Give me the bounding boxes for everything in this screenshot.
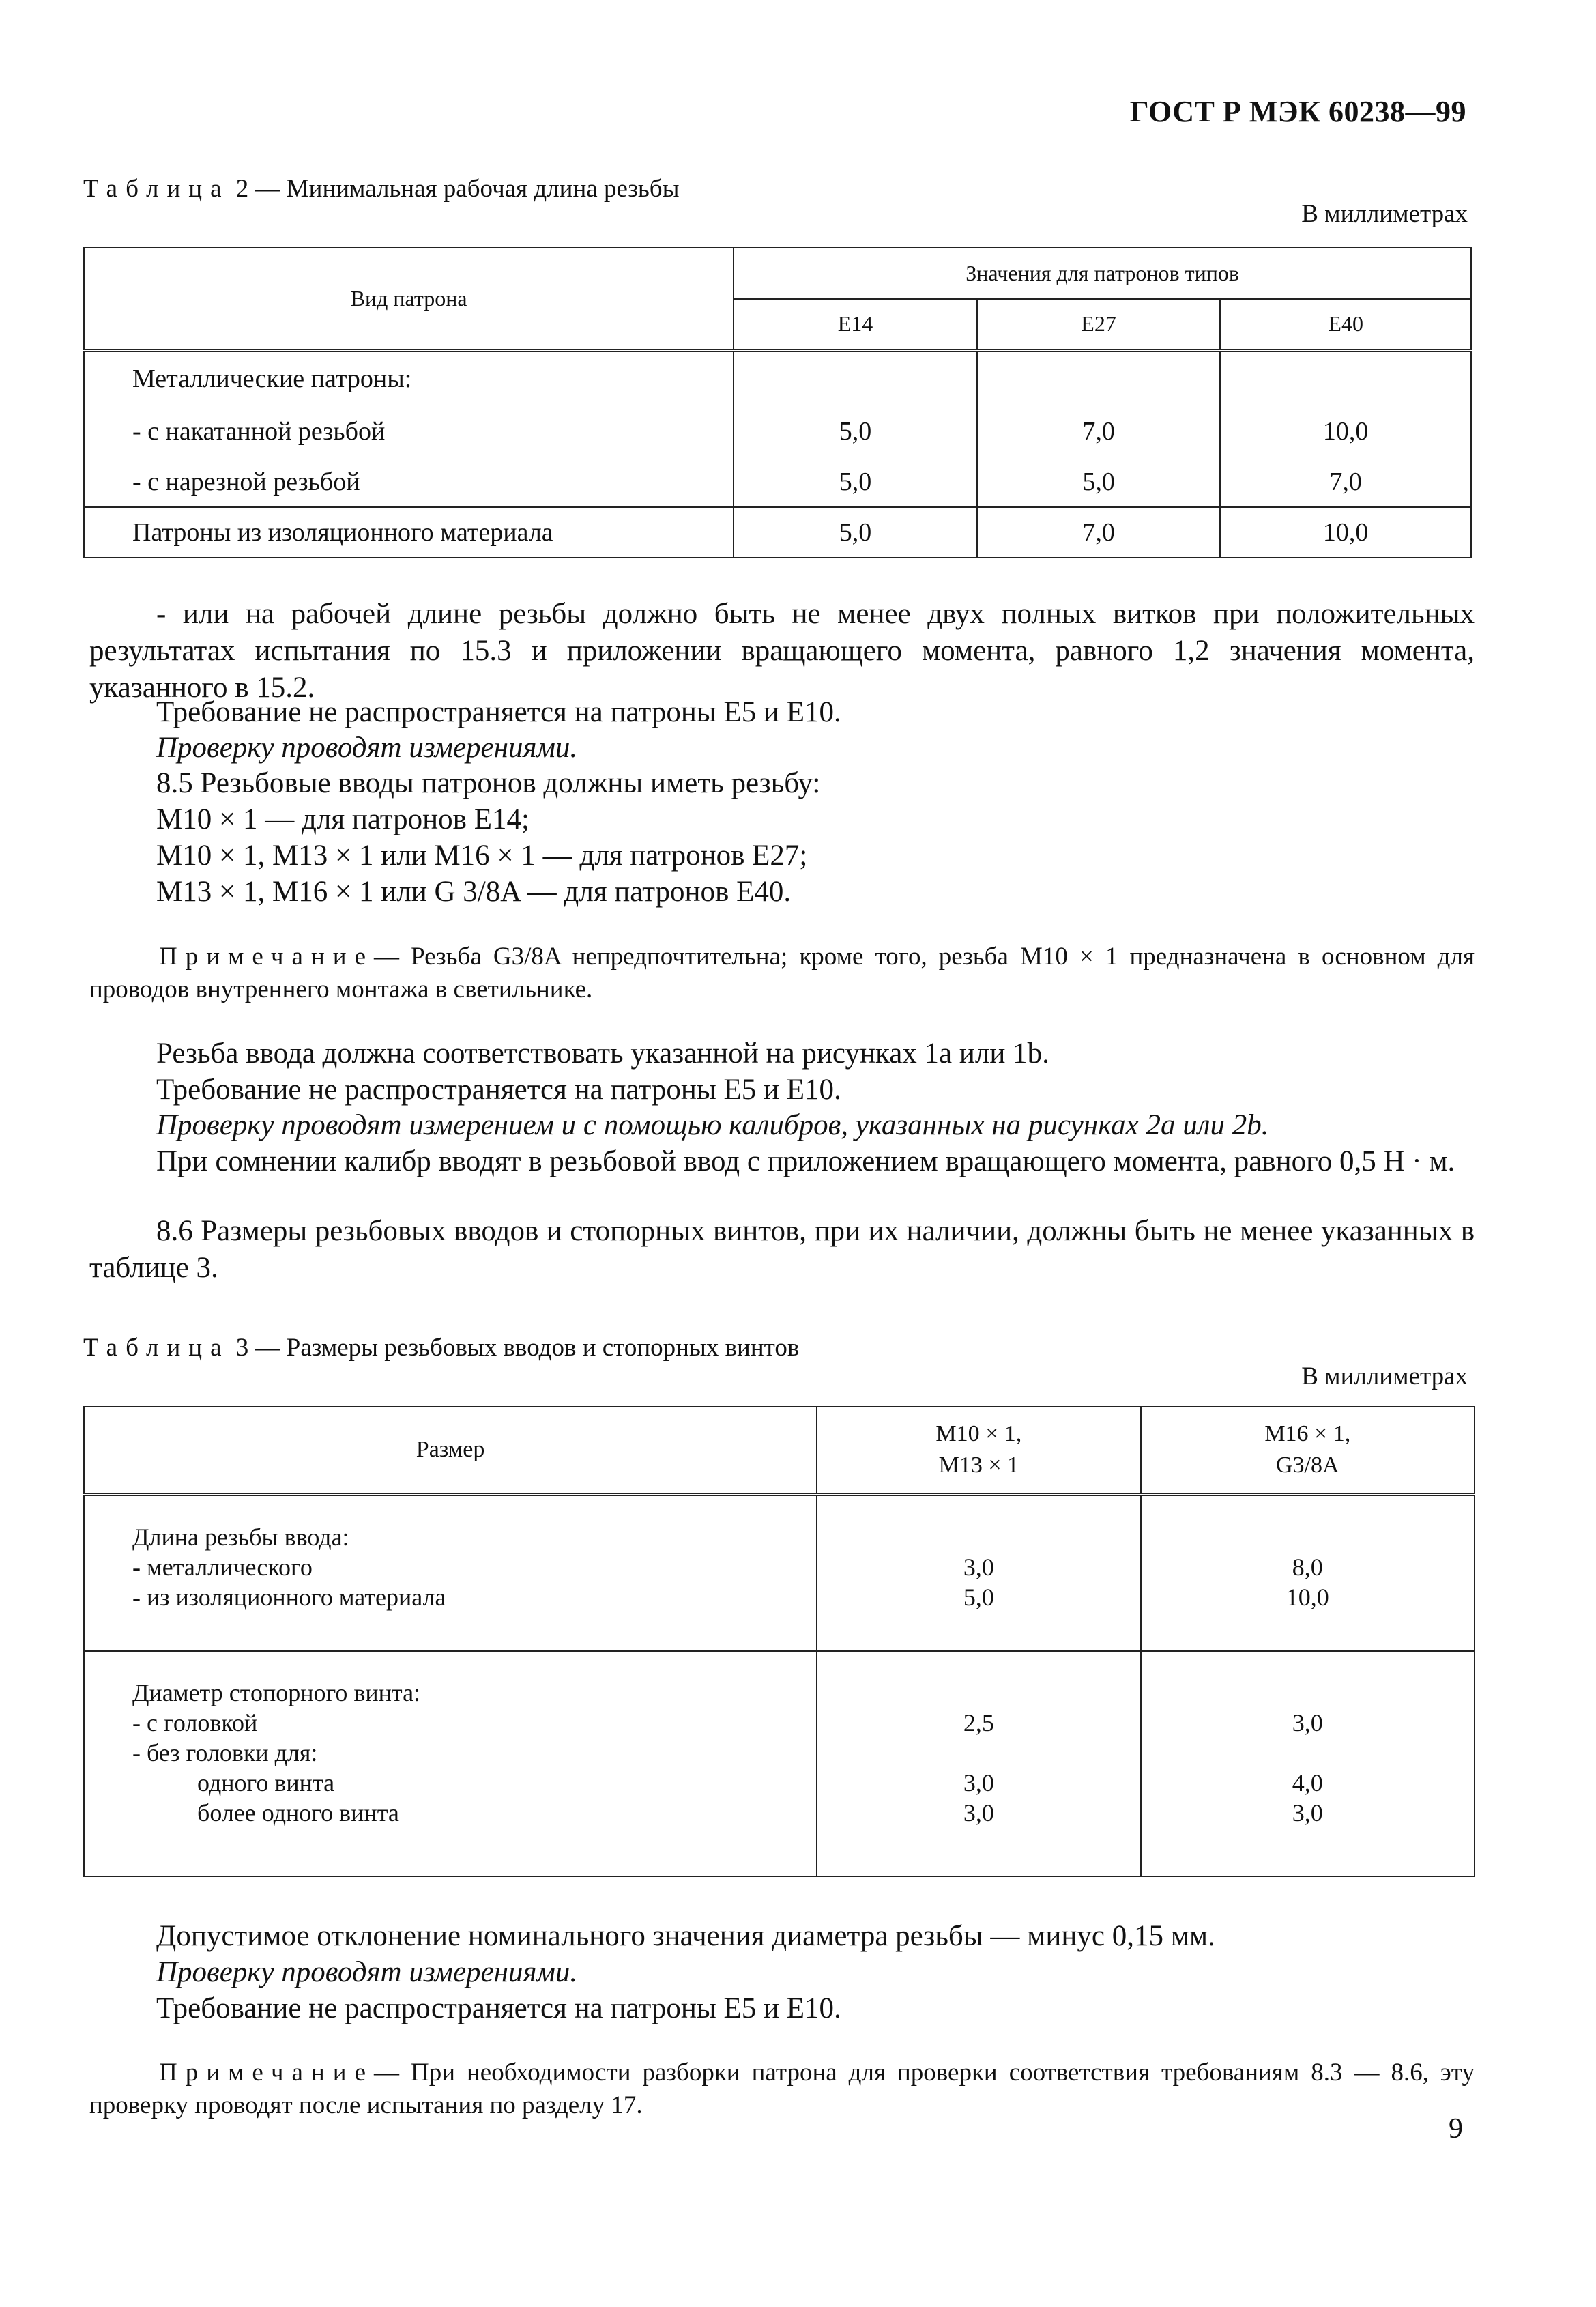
table-row xyxy=(84,1651,1475,1876)
table2-cell: 5,0 xyxy=(977,457,1221,507)
table2-cell: 5,0 xyxy=(734,457,977,507)
note-text: — При необходимости разборки патрона для проверки соответствия требованиям 8.3 — 8.6, эту проверку проводят после испытания по разделу 17. xyxy=(89,2059,1475,2119)
table3-cell: 5,0 xyxy=(963,1583,994,1611)
table3-header-col2-line1: M16 × 1, xyxy=(1264,1421,1351,1447)
table2-row-label: Патроны из изоляционного материала xyxy=(84,507,734,558)
paragraph: Требование не распространяется на патроны E5 и E10. xyxy=(156,696,841,728)
table2-cell xyxy=(734,350,977,406)
table3-units: В миллиметрах xyxy=(1301,1362,1468,1390)
table3-cell: 3,0 xyxy=(1292,1709,1323,1736)
table2-row-label: Металлические патроны: xyxy=(84,350,734,406)
paragraph-italic: Проверку проводят измерением и с помощью калибров, указанных на рисунках 2a или 2b. xyxy=(156,1109,1269,1141)
table-row xyxy=(84,507,1471,558)
table3-cell: 8,0 xyxy=(1292,1553,1323,1581)
table3-header-col2 xyxy=(1141,1407,1475,1494)
table-row xyxy=(84,457,1471,507)
table-row xyxy=(84,1494,1475,1651)
table3 xyxy=(83,1406,1475,1877)
table3-section2-labels xyxy=(84,1651,817,1876)
table2-cell: 5,0 xyxy=(734,406,977,457)
table3-row-label: - металлического xyxy=(132,1553,313,1581)
paragraph-italic: Проверку проводят измерениями. xyxy=(156,1956,578,1988)
table3-section1-title: Длина резьбы ввода: xyxy=(132,1523,349,1551)
table3-header-size: Размер xyxy=(84,1407,817,1494)
paragraph: Требование не распространяется на патроны E5 и E10. xyxy=(156,1992,841,2024)
table2-header-group: Значения для патронов типов xyxy=(734,248,1471,299)
note xyxy=(89,2057,1475,2122)
table2-cell: 7,0 xyxy=(977,406,1221,457)
paragraph: M10 × 1 — для патронов E14; xyxy=(156,803,529,835)
table2-row-label: - с накатанной резьбой xyxy=(84,406,734,457)
table2 xyxy=(83,247,1472,558)
table3-cell: 10,0 xyxy=(1286,1583,1329,1611)
table3-row-label: одного винта xyxy=(197,1769,335,1796)
table2-cell: 7,0 xyxy=(977,507,1221,558)
table2-cell: 7,0 xyxy=(1220,457,1471,507)
table3-cell: 3,0 xyxy=(963,1799,994,1826)
document-header: ГОСТ Р МЭК 60238—99 xyxy=(1129,95,1466,128)
paragraph: Допустимое отклонение номинального значения диаметра резьбы — минус 0,15 мм. xyxy=(156,1920,1215,1952)
table3-row-label: - из изоляционного материала xyxy=(132,1583,446,1611)
paragraph: M10 × 1, M13 × 1 или M16 × 1 — для патронов E27; xyxy=(156,840,808,872)
page-number: 9 xyxy=(1449,2113,1463,2145)
table2-row-label: - с нарезной резьбой xyxy=(84,457,734,507)
table3-header-col1 xyxy=(817,1407,1140,1494)
paragraph: Требование не распространяется на патроны E5 и E10. xyxy=(156,1074,841,1106)
table2-caption-text: 2 — Минимальная рабочая длина резьбы xyxy=(235,175,680,203)
table3-row-label: - с головкой xyxy=(132,1709,258,1736)
table3-cell-empty xyxy=(817,1738,1140,1768)
table2-header-e40: E40 xyxy=(1220,299,1471,350)
table3-header-col2-line2: G3/8A xyxy=(1276,1452,1339,1478)
paragraph-italic: Проверку проводят измерениями. xyxy=(156,732,578,764)
table3-caption-text: 3 — Размеры резьбовых вводов и стопорных винтов xyxy=(235,1334,800,1362)
table2-caption-prefix: Таблица xyxy=(83,175,230,203)
table2-cell: 10,0 xyxy=(1220,406,1471,457)
table3-cell: 2,5 xyxy=(963,1709,994,1736)
table3-section1-col1 xyxy=(817,1494,1140,1651)
table3-cell: 3,0 xyxy=(963,1769,994,1796)
note-text: — Резьба G3/8A непредпочтительна; кроме того, резьба M10 × 1 предназначена в основном для проводов внутреннего монтажа в светильнике. xyxy=(89,943,1475,1003)
table2-header-e14: E14 xyxy=(734,299,977,350)
table3-section2-col1 xyxy=(817,1651,1140,1876)
table2-cell xyxy=(1220,350,1471,406)
table3-section2-title: Диаметр стопорного винта: xyxy=(132,1679,421,1706)
table3-header-col1-line1: M10 × 1, xyxy=(935,1421,1022,1447)
table2-header-kind: Вид патрона xyxy=(84,248,734,350)
paragraph: M13 × 1, M16 × 1 или G 3/8A — для патронов E40. xyxy=(156,876,792,908)
table2-cell: 10,0 xyxy=(1220,507,1471,558)
paragraph: - или на рабочей длине резьбы должно быть не менее двух полных витков при положительных результатах испытания по 15.3 и приложении вращающего момента, равного 1,2 значения момента, указанного в 15.2. xyxy=(89,598,1475,704)
paragraph: Резьба ввода должна соответствовать указанной на рисунках 1a или 1b. xyxy=(156,1037,1049,1070)
section-8-5: 8.5 Резьбовые вводы патронов должны иметь резьбу: xyxy=(156,767,821,799)
table-row xyxy=(84,406,1471,457)
table3-section1-col2 xyxy=(1141,1494,1475,1651)
table2-cell: 5,0 xyxy=(734,507,977,558)
table3-cell: 3,0 xyxy=(963,1553,994,1581)
table2-header-e27: E27 xyxy=(977,299,1221,350)
paragraph: При сомнении калибр вводят в резьбовой ввод с приложением вращающего момента, равного 0,5 Н · м. xyxy=(156,1145,1455,1177)
table3-section2-col2 xyxy=(1141,1651,1475,1876)
table3-cell: 4,0 xyxy=(1292,1769,1323,1796)
table2-units: В миллиметрах xyxy=(1301,200,1468,228)
table3-cell-empty xyxy=(1142,1738,1474,1768)
table3-header-col1-line2: M13 × 1 xyxy=(938,1452,1019,1478)
note xyxy=(89,941,1475,1006)
table3-caption-prefix: Таблица xyxy=(83,1334,230,1362)
note-prefix: Примечание xyxy=(159,2059,374,2087)
note-prefix: Примечание xyxy=(159,943,374,971)
table-row xyxy=(84,350,1471,406)
table3-section1-labels xyxy=(84,1494,817,1651)
table2-caption xyxy=(83,174,680,203)
table3-cell: 3,0 xyxy=(1292,1799,1323,1826)
table3-row-label: более одного винта xyxy=(197,1799,399,1826)
section-8-6: 8.6 Размеры резьбовых вводов и стопорных винтов, при их наличии, должны быть не менее указанных в таблице 3. xyxy=(89,1215,1475,1284)
table3-caption xyxy=(83,1333,799,1362)
table3-row-label: - без головки для: xyxy=(132,1739,318,1766)
table2-cell xyxy=(977,350,1221,406)
